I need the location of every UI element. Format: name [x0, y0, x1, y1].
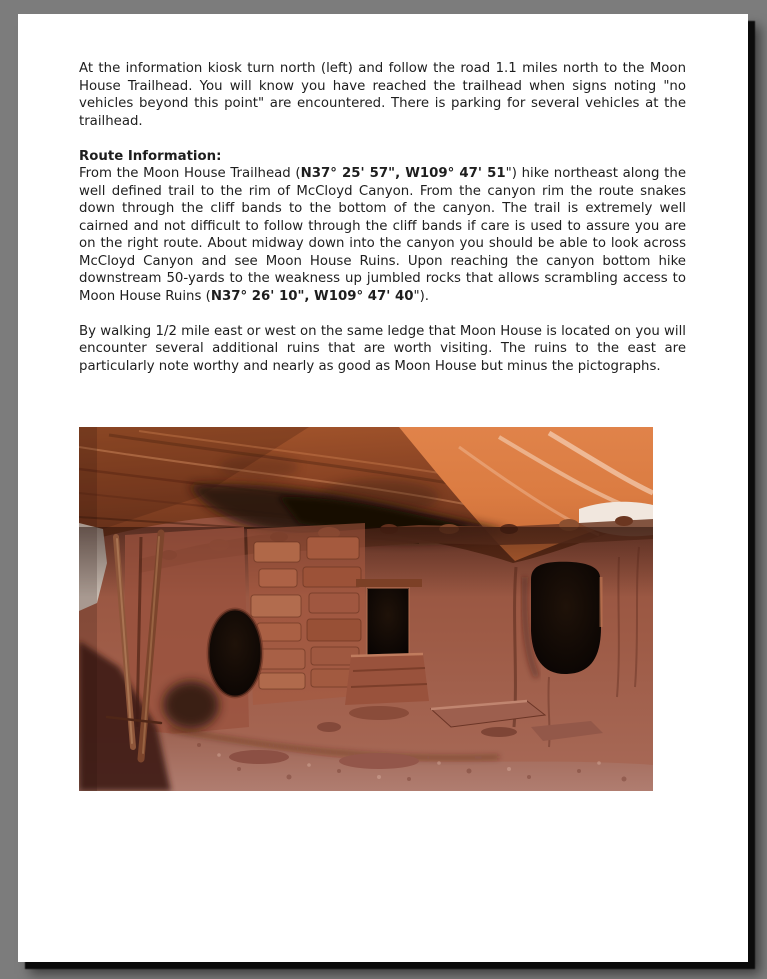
ruins-gps-coordinates: N37° 26' 10", W109° 47' 40: [210, 288, 414, 304]
left-doorway: [208, 609, 262, 697]
closing-paragraph: By walking 1/2 mile east or west on the same ledge that Moon House is located on you will encounter several additional ruins that are worth visiting. The ruins to the east are particularly note worthy and nearly as good as Moon House but minus the pictographs.: [79, 323, 686, 374]
route-text-lead: From the Moon House Trailhead (: [79, 166, 301, 181]
route-text-body: ") hike northeast along the well defined trail to the rim of McCloyd Canyon. From the canyon rim the route snakes down through the cliff bands to the bottom of the canyon. The trail is extremely well cairned and not difficult to follow through the cliff bands if care is used to assure you are on the right route. About midway down into the canyon you should be able to look across McCloyd Canyon and see Moon House Ruins. Upon reaching the canyon bottom hike downstream 50-yards to the weakness up jumbled rocks that allows scrambling access to Moon House Ruins (: [79, 166, 686, 304]
trailhead-gps-coordinates: N37° 25' 57", W109° 47' 51: [300, 166, 506, 181]
document-page: [18, 14, 748, 962]
ruins-photo-canvas: [79, 427, 653, 791]
route-information-heading: Route Information:: [79, 148, 222, 164]
photo-vignette: [79, 427, 97, 791]
route-text-tail: ").: [413, 288, 429, 304]
intro-paragraph: At the information kiosk turn north (left) and follow the road 1.1 miles north to the Moon House Trailhead. You will know you have reached the trailhead when signs noting "no vehicles beyond this point" are encountered. There is parking for several vehicles at the trailhead.: [79, 61, 686, 129]
moon-house-ruins-photo: [79, 427, 653, 791]
document-text: [79, 60, 686, 375]
stone-block-wall: [247, 523, 365, 705]
route-paragraph: [79, 165, 686, 305]
